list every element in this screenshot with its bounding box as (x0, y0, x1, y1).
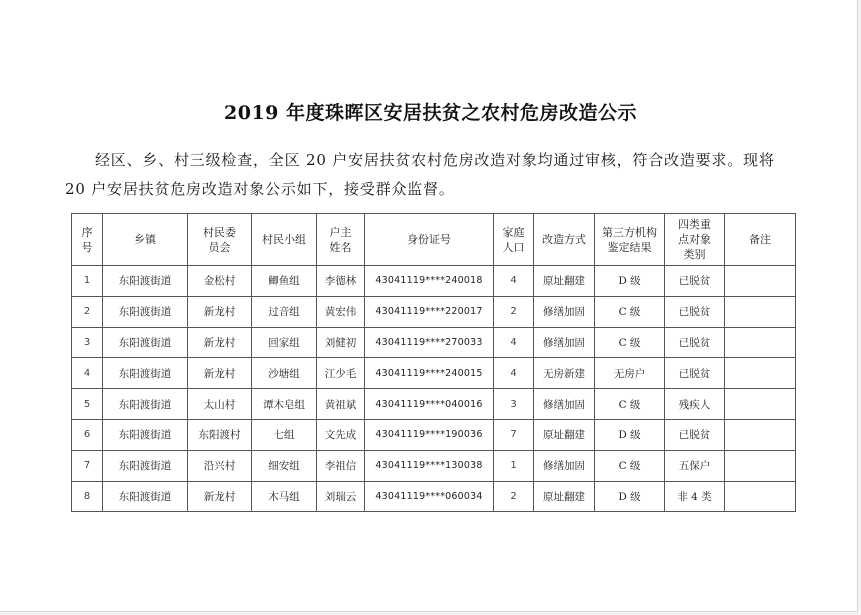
cell-assessment: 无房户 (595, 358, 665, 389)
cell-id-number: 43041119****190036 (365, 419, 494, 450)
cell-assessment: C 级 (595, 327, 665, 358)
cell-town: 东阳渡街道 (103, 296, 188, 327)
header-cell: 身份证号 (365, 214, 494, 266)
table-header-row (72, 214, 796, 266)
cell-category: 已脱贫 (665, 358, 725, 389)
cell-family-size: 4 (494, 266, 534, 297)
cell-village: 新龙村 (188, 296, 252, 327)
cell-village: 太山村 (188, 389, 252, 420)
cell-id-number: 43041119****270033 (365, 327, 494, 358)
cell-town: 东阳渡街道 (103, 450, 188, 481)
table-row (72, 327, 796, 358)
header-cell: 村民委员会 (188, 214, 252, 266)
cell-village: 新龙村 (188, 358, 252, 389)
table-row (72, 296, 796, 327)
cell-remarks (725, 296, 796, 327)
header-cell: 序号 (72, 214, 103, 266)
cell-id-number: 43041119****040016 (365, 389, 494, 420)
table-row (72, 358, 796, 389)
cell-assessment: C 级 (595, 296, 665, 327)
cell-remarks (725, 450, 796, 481)
cell-index: 7 (72, 450, 103, 481)
cell-family-size: 4 (494, 327, 534, 358)
cell-family-size: 4 (494, 358, 534, 389)
cell-assessment: C 级 (595, 389, 665, 420)
cell-remarks (725, 266, 796, 297)
cell-householder: 黄宏伟 (317, 296, 365, 327)
cell-index: 8 (72, 481, 103, 512)
header-cell: 家庭人口 (494, 214, 534, 266)
header-cell: 乡镇 (103, 214, 188, 266)
cell-family-size: 7 (494, 419, 534, 450)
cell-town: 东阳渡街道 (103, 358, 188, 389)
cell-group: 细安组 (252, 450, 317, 481)
cell-town: 东阳渡街道 (103, 419, 188, 450)
header-cell: 村民小组 (252, 214, 317, 266)
cell-householder: 刘健初 (317, 327, 365, 358)
cell-method: 修缮加固 (534, 296, 595, 327)
cell-assessment: D 级 (595, 481, 665, 512)
cell-group: 木马组 (252, 481, 317, 512)
header-cell: 改造方式 (534, 214, 595, 266)
cell-index: 2 (72, 296, 103, 327)
cell-group: 鲫鱼组 (252, 266, 317, 297)
table-row (72, 481, 796, 512)
cell-id-number: 43041119****060034 (365, 481, 494, 512)
table-row (72, 389, 796, 420)
cell-householder: 刘瑞云 (317, 481, 365, 512)
cell-category: 已脱贫 (665, 327, 725, 358)
cell-method: 修缮加固 (534, 327, 595, 358)
cell-assessment: D 级 (595, 266, 665, 297)
header-cell: 备注 (725, 214, 796, 266)
cell-method: 原址翻建 (534, 419, 595, 450)
cell-village: 东阳渡村 (188, 419, 252, 450)
cell-family-size: 2 (494, 296, 534, 327)
cell-town: 东阳渡街道 (103, 266, 188, 297)
table-row (72, 450, 796, 481)
cell-village: 新龙村 (188, 481, 252, 512)
cell-method: 原址翻建 (534, 481, 595, 512)
cell-family-size: 1 (494, 450, 534, 481)
header-cell: 第三方机构鉴定结果 (595, 214, 665, 266)
cell-category: 五保户 (665, 450, 725, 481)
cell-town: 东阳渡街道 (103, 389, 188, 420)
cell-remarks (725, 327, 796, 358)
cell-id-number: 43041119****240015 (365, 358, 494, 389)
cell-assessment: C 级 (595, 450, 665, 481)
cell-category: 残疾人 (665, 389, 725, 420)
cell-householder: 江少毛 (317, 358, 365, 389)
cell-category: 已脱贫 (665, 296, 725, 327)
cell-index: 1 (72, 266, 103, 297)
cell-category: 已脱贫 (665, 419, 725, 450)
cell-index: 5 (72, 389, 103, 420)
cell-remarks (725, 389, 796, 420)
cell-householder: 黄祖斌 (317, 389, 365, 420)
cell-group: 谭木皂组 (252, 389, 317, 420)
renovation-table (71, 213, 796, 512)
cell-id-number: 43041119****220017 (365, 296, 494, 327)
intro-paragraph: 经区、乡、村三级检查，全区 20 户安居扶贫农村危房改造对象均通过审核，符合改造要求。现将 20 户安居扶贫危房改造对象公示如下，接受群众监督。 (65, 151, 775, 198)
cell-village: 新龙村 (188, 327, 252, 358)
cell-index: 6 (72, 419, 103, 450)
cell-householder: 李德林 (317, 266, 365, 297)
cell-category: 非 4 类 (665, 481, 725, 512)
cell-householder: 李祖信 (317, 450, 365, 481)
header-cell: 四类重点对象类别 (665, 214, 725, 266)
cell-category: 已脱贫 (665, 266, 725, 297)
cell-group: 沙塘组 (252, 358, 317, 389)
table-row (72, 266, 796, 297)
cell-assessment: D 级 (595, 419, 665, 450)
cell-id-number: 43041119****240018 (365, 266, 494, 297)
cell-remarks (725, 419, 796, 450)
cell-remarks (725, 481, 796, 512)
page-title: 2019 年度珠晖区安居扶贫之农村危房改造公示 (224, 102, 637, 124)
cell-householder: 文先成 (317, 419, 365, 450)
cell-family-size: 3 (494, 389, 534, 420)
header-cell: 户主姓名 (317, 214, 365, 266)
cell-method: 修缮加固 (534, 389, 595, 420)
cell-index: 4 (72, 358, 103, 389)
cell-index: 3 (72, 327, 103, 358)
cell-family-size: 2 (494, 481, 534, 512)
cell-town: 东阳渡街道 (103, 481, 188, 512)
cell-town: 东阳渡街道 (103, 327, 188, 358)
cell-method: 无房新建 (534, 358, 595, 389)
cell-group: 回家组 (252, 327, 317, 358)
cell-method: 原址翻建 (534, 266, 595, 297)
cell-village: 沿兴村 (188, 450, 252, 481)
cell-method: 修缮加固 (534, 450, 595, 481)
cell-group: 七组 (252, 419, 317, 450)
cell-remarks (725, 358, 796, 389)
table-row (72, 419, 796, 450)
cell-id-number: 43041119****130038 (365, 450, 494, 481)
cell-village: 金松村 (188, 266, 252, 297)
cell-group: 过音组 (252, 296, 317, 327)
